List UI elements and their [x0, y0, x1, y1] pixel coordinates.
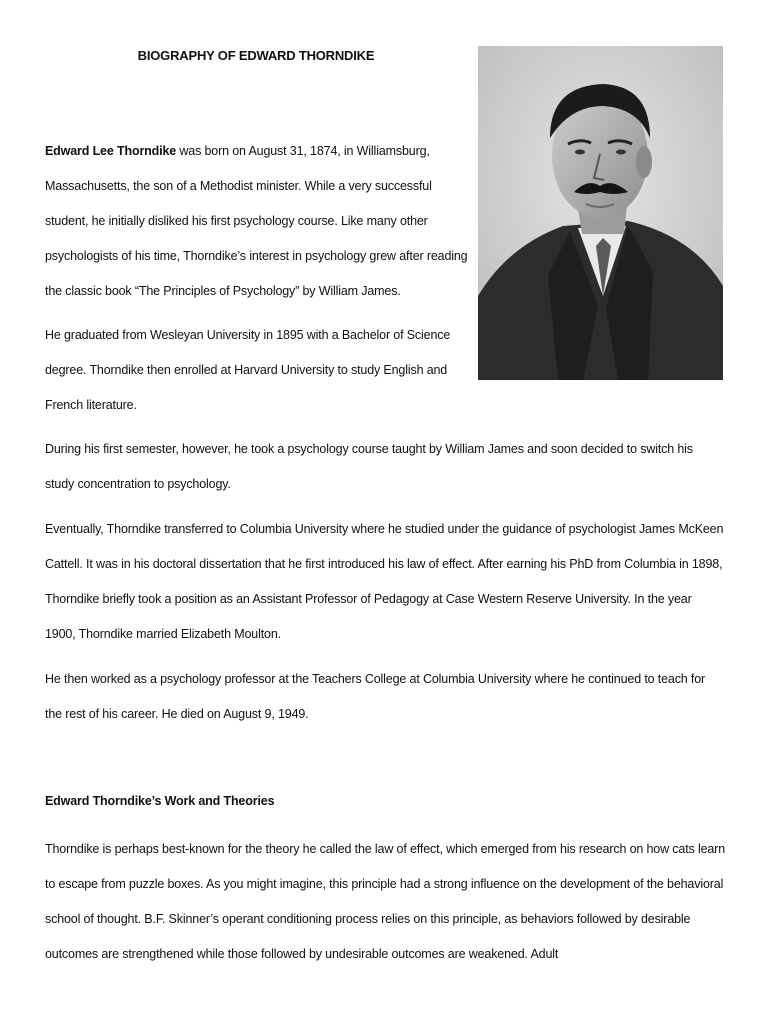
bio-paragraph-5: He then worked as a psychology professor at the Teachers College at Columbia University where he continued to teach for the rest of his career. He died on August 9, 1949. — [45, 672, 706, 721]
subject-name: Edward Lee Thorndike — [45, 144, 177, 158]
portrait-photo — [478, 46, 723, 380]
bio-paragraph-4: Eventually, Thorndike transferred to Columbia University where he studied under the guidance of psychologist James McKeen Cattell. It was in his doctoral dissertation that he first introduced his law of effect. After earning his PhD from Columbia in 1898, Thorndike briefly took a position as an Assistant Professor of Pedagogy at Case Western Reserve University. In the year 1900, Thorndike married Elizabeth Moulton. — [45, 522, 724, 641]
document-title: BIOGRAPHY OF EDWARD THORNDIKE — [137, 48, 375, 63]
bio-paragraph-3: During his first semester, however, he took a psychology course taught by William James and soon decided to switch his study concentration to psychology. — [45, 442, 693, 491]
section-paragraph: Thorndike is perhaps best-known for the theory he called the law of effect, which emerged from his research on how cats learn to escape from puzzle boxes. As you might imagine, this principle had a strong influence on the development of the behavioral school of thought. B.F. Skinner’s operant conditioning process relies on this principle, as behaviors followed by desirable outcomes are strengthened while those followed by undesirable outcomes are weakened. Adult — [45, 842, 725, 961]
portrait-illustration — [478, 46, 723, 380]
section-heading: Edward Thorndike’s Work and Theories — [45, 794, 275, 808]
bio-paragraph-2: He graduated from Wesleyan University in 1895 with a Bachelor of Science degree. Thorndike then enrolled at Harvard University to study English and French literature. — [45, 328, 451, 412]
bio-paragraph-1: Edward Lee Thorndike was born on August 31, 1874, in Williamsburg, Massachusetts, the son of a Methodist minister. While a very successful student, he initially disliked his first psychology course. Like many other psychologists of his time, Thorndike’s interest in psychology grew after reading the classic book “The Principles of Psychology” by William James. — [45, 144, 468, 298]
